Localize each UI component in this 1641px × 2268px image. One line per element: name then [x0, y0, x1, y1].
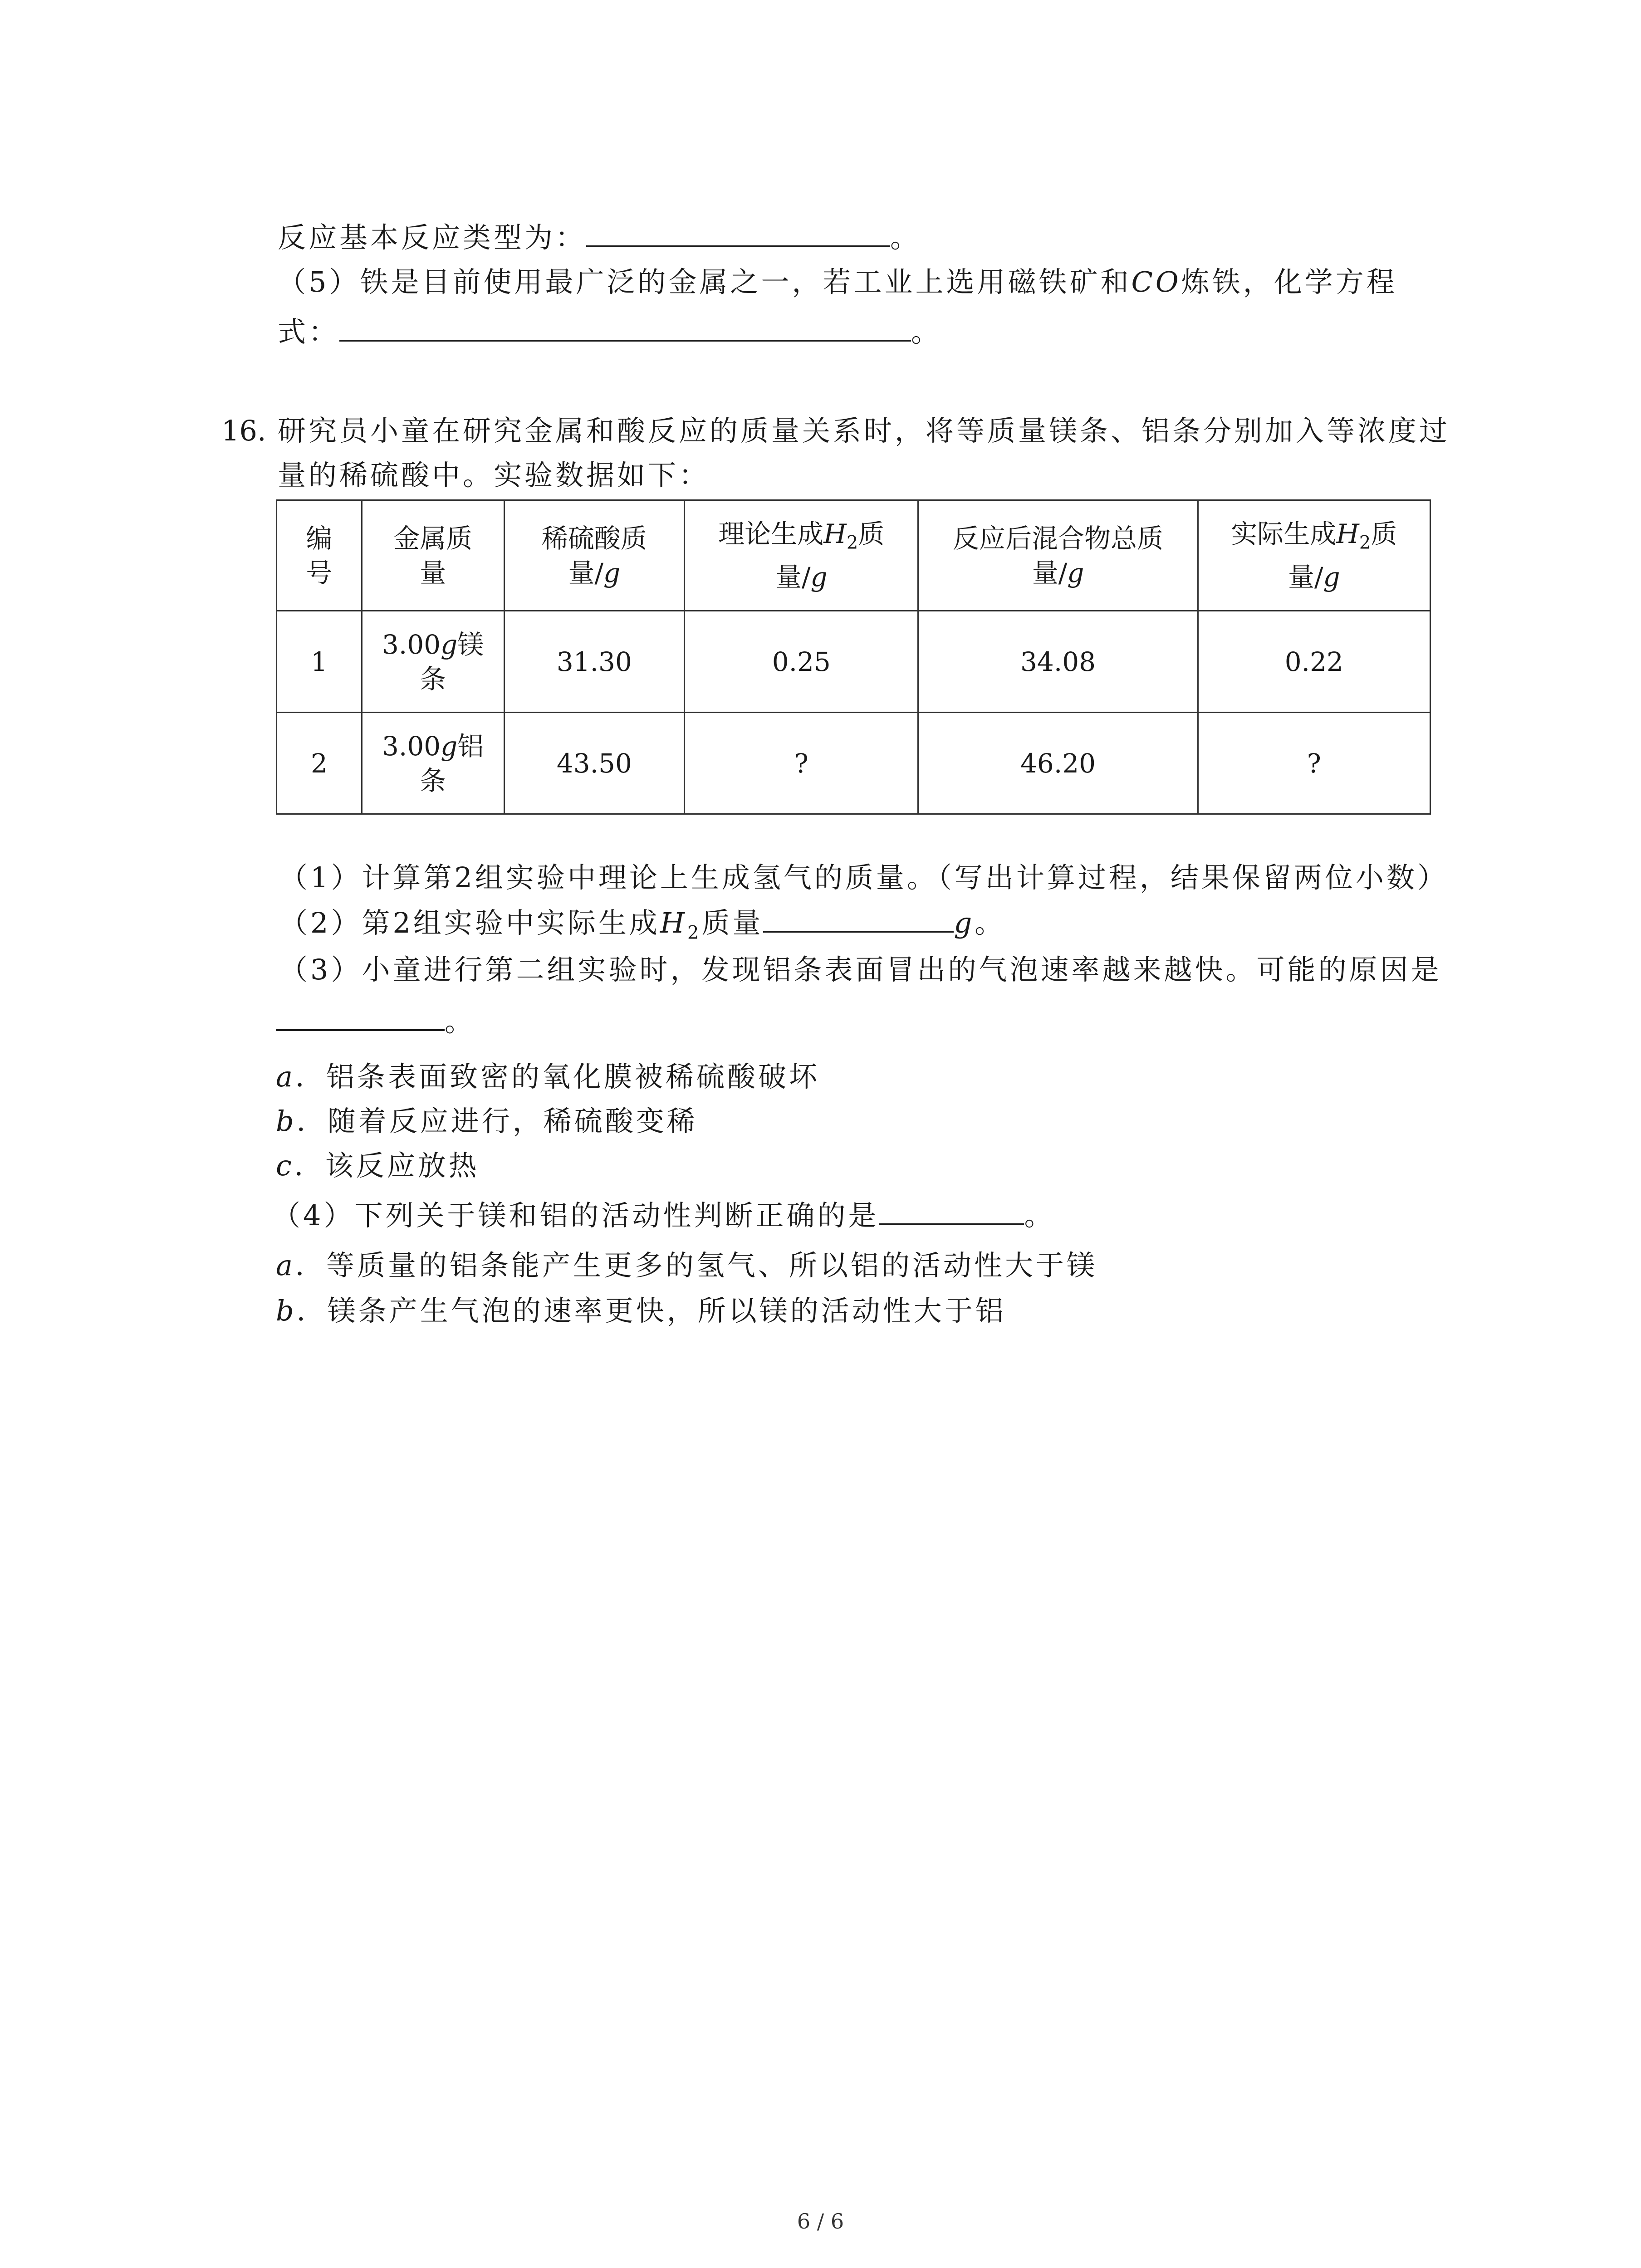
q15-part5-line2 — [278, 314, 942, 350]
part2-text-b: 质量 — [701, 906, 764, 939]
part2-text: （2）第2组实验中实际生成 — [279, 906, 660, 939]
cell-id: 1 — [277, 611, 362, 713]
answer-blank[interactable] — [763, 905, 954, 933]
q16-part2 — [279, 905, 1005, 951]
option-b — [276, 1293, 1006, 1329]
option-letter: a — [276, 1060, 295, 1093]
answer-blank[interactable] — [586, 220, 890, 247]
option-letter: b — [276, 1105, 297, 1138]
answer-blank[interactable] — [879, 1198, 1024, 1225]
option-text: ．该反应放热 — [294, 1149, 480, 1182]
cell-theory: 0.25 — [685, 611, 918, 713]
reaction-type-line — [278, 220, 921, 256]
q15-part5-text: （5）铁是目前使用最广泛的金属之一，若工业上选用磁铁矿和 — [278, 265, 1132, 298]
cell-acid: 43.50 — [504, 713, 685, 814]
q16-part3: （3）小童进行第二组实验时，发现铝条表面冒出的气泡速率越来越快。可能的原因是 — [279, 953, 1442, 986]
co-formula: CO — [1131, 265, 1181, 298]
q16-intro-line2: 量的稀硫酸中。实验数据如下： — [278, 459, 710, 492]
reaction-type-prompt: 反应基本反应类型为： — [278, 221, 587, 254]
option-letter: b — [276, 1294, 297, 1327]
q16-part3-blank-line — [276, 1003, 475, 1040]
cell-acid: 31.30 — [504, 611, 685, 713]
period: 。 — [890, 221, 921, 254]
header-cell-theory-h2: 理论生成$H_2$质 量/g — [685, 500, 918, 611]
q16-part1: （1）计算第2组实验中理论上生成氢气的质量。（写出计算过程，结果保留两位小数） — [279, 861, 1448, 894]
period: 。 — [445, 1005, 476, 1038]
cell-id: 2 — [277, 713, 362, 814]
cell-actual: ? — [1198, 713, 1430, 814]
period: 。 — [1024, 1199, 1055, 1232]
cell-theory: ? — [685, 713, 918, 814]
option-text: ．等质量的铝条能产生更多的氢气、所以铝的活动性大于镁 — [295, 1249, 1097, 1282]
header-cell-actual-h2: 实际生成$H_2$质 量/g — [1198, 500, 1430, 611]
option-text: ．镁条产生气泡的速率更快，所以镁的活动性大于铝 — [296, 1294, 1006, 1327]
header-cell-metal: 金属质 量 — [362, 500, 504, 611]
option-letter: a — [276, 1249, 295, 1282]
question-number: 16. — [221, 414, 266, 447]
table-row — [277, 611, 1430, 713]
option-b — [276, 1103, 698, 1139]
header-cell-acid: 稀硫酸质 量/g — [504, 500, 685, 611]
option-a — [276, 1059, 820, 1095]
cell-total: 46.20 — [918, 713, 1198, 814]
cell-metal: 3.00g铝 条 — [362, 713, 504, 814]
answer-blank[interactable] — [276, 1004, 445, 1031]
option-a — [276, 1247, 1097, 1284]
q15-part5-prefix: 式： — [278, 315, 340, 348]
table-row — [277, 713, 1430, 814]
option-text: ．铝条表面致密的氧化膜被稀硫酸破坏 — [295, 1060, 820, 1093]
period: 。 — [911, 315, 942, 348]
unit-g: g — [954, 906, 975, 939]
cell-metal: 3.00g镁 条 — [362, 611, 504, 713]
option-letter: c — [276, 1149, 294, 1182]
q16-part4 — [272, 1198, 1055, 1234]
table-header-row — [277, 500, 1430, 611]
equation-blank[interactable] — [339, 314, 911, 342]
period: 。 — [975, 906, 1006, 939]
header-cell-total-mass: 反应后混合物总质 量/g — [918, 500, 1198, 611]
q16-intro-line1: 研究员小童在研究金属和酸反应的质量关系时，将等质量镁条、铝条分别加入等浓度过 — [278, 414, 1450, 447]
header-cell-id: 编 号 — [277, 500, 362, 611]
h2-symbol: H — [660, 906, 687, 939]
part4-text: （4）下列关于镁和铝的活动性判断正确的是 — [272, 1199, 879, 1232]
experiment-data-table — [276, 499, 1431, 815]
cell-actual: 0.22 — [1198, 611, 1430, 713]
option-text: ．随着反应进行，稀硫酸变稀 — [296, 1105, 698, 1138]
page-number: 6 / 6 — [797, 2209, 844, 2234]
option-c — [276, 1148, 480, 1184]
q15-part5-text-end: 炼铁，化学方程 — [1181, 265, 1397, 298]
cell-total: 34.08 — [918, 611, 1198, 713]
q15-part5-line1 — [278, 264, 1397, 300]
h2-subscript: 2 — [687, 922, 702, 943]
